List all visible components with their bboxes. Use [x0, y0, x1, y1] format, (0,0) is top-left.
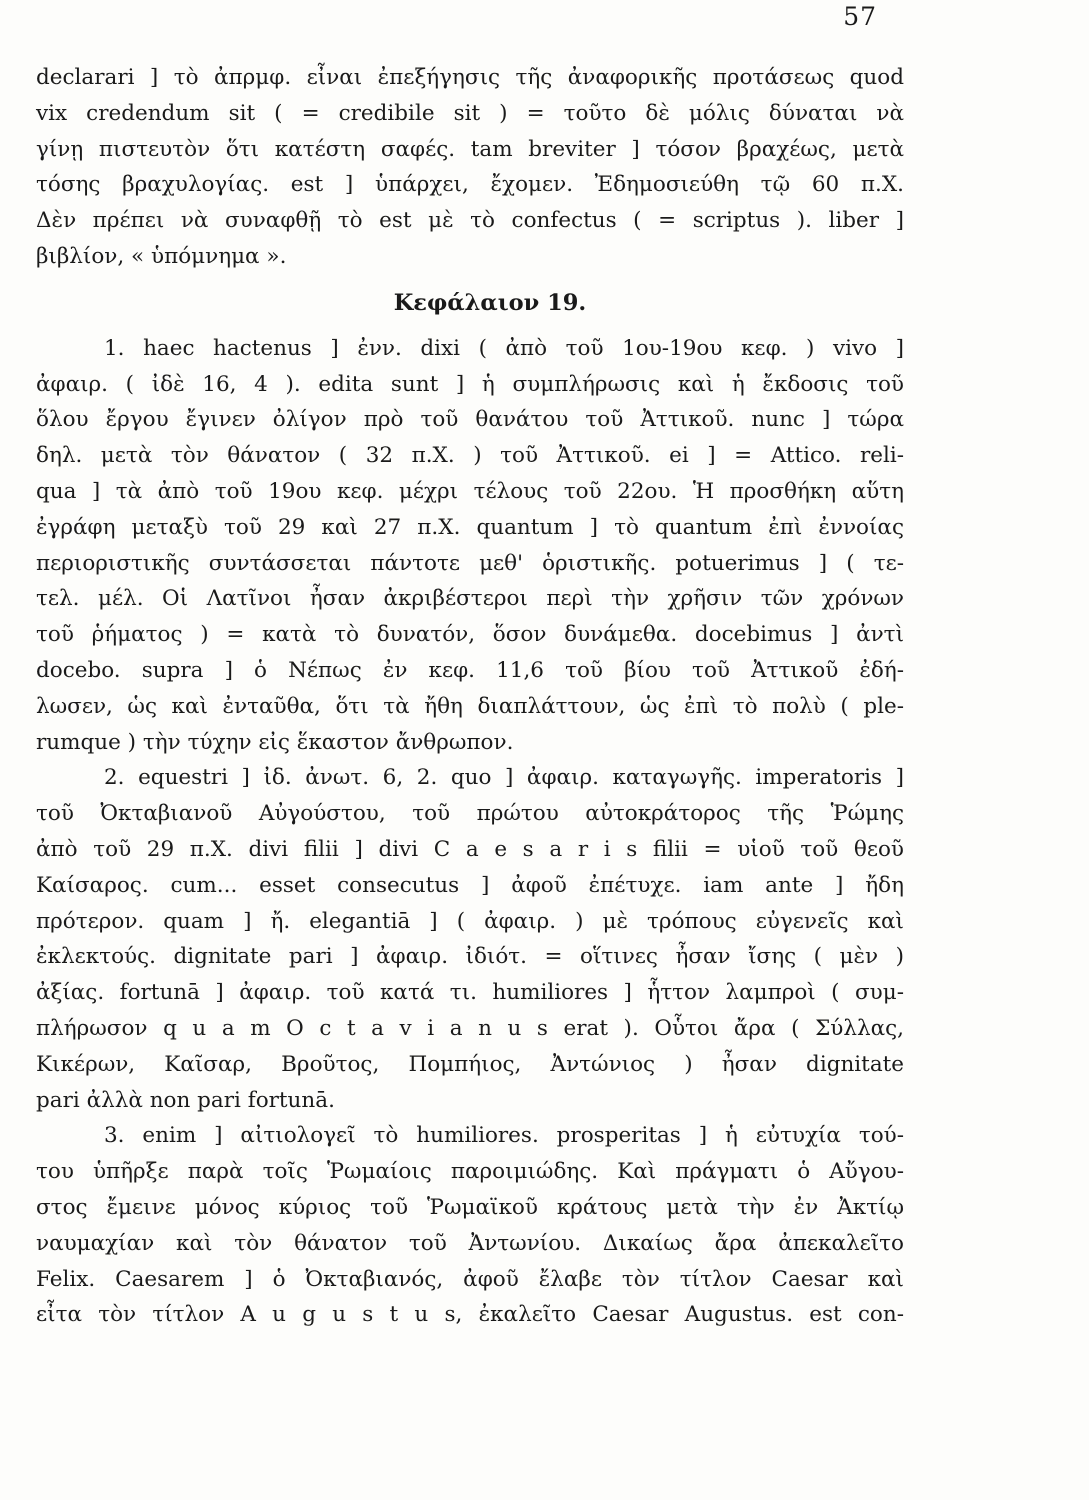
chapter-heading: Κεφάλαιον 19. [393, 289, 587, 316]
text-line: 1. haec hactenus ] ἐνν. dixi ( ἀπὸ τοῦ 1ου-19ου κεφ. ) vivo ] [104, 335, 904, 361]
text-line: Κικέρων, Καῖσαρ, Βροῦτος, Πομπήιος, Ἀντώνιος ) ἦσαν dignitate [36, 1051, 904, 1077]
text-line: declarari ] τὸ ἀπρμφ. εἶναι ἐπεξήγησις τῆς ἀναφορικῆς προτάσεως quod [36, 65, 904, 90]
section-3-paragraph [36, 1118, 904, 1333]
text-line: λωσεν, ὡς καὶ ἐνταῦθα, ὅτι τὰ ἤθη διαπλάττουν, ὡς ἐπὶ τὸ πολὺ ( ple- [36, 693, 904, 719]
text-line: τοῦ ῥήματος ) = κατὰ τὸ δυνατόν, ὅσον δυνάμεθα. docebimus ] ἀντὶ [36, 622, 904, 648]
text-line: ἀπὸ τοῦ 29 π.Χ. divi filii ] divi C a e s a r i s filii = υἱοῦ τοῦ θεοῦ [36, 836, 904, 862]
text-line: τοῦ Ὀκταβιανοῦ Αὐγούστου, τοῦ πρώτου αὐτοκράτορος τῆς Ῥώμης [36, 801, 904, 827]
text-line: γίνῃ πιστευτὸν ὅτι κατέστη σαφές. tam breviter ] τόσον βραχέως, μετὰ [36, 136, 904, 162]
text-line: 2. equestri ] ἰδ. ἀνωτ. 6, 2. quo ] ἀφαιρ. καταγωγῆς. imperatoris ] [104, 765, 904, 791]
text-line: Δὲν πρέπει νὰ συναφθῇ τὸ est μὲ τὸ confectus ( = scriptus ). liber ] [36, 208, 904, 234]
text-line: docebo. supra ] ὁ Νέπως ἐν κεφ. 11,6 τοῦ βίου τοῦ Ἀττικοῦ ἐδή- [36, 657, 904, 683]
section-2-paragraph [36, 760, 904, 1118]
text-line: Καίσαρος. cum... esset consecutus ] ἀφοῦ ἐπέτυχε. iam ante ] ἤδη [36, 872, 904, 898]
text-line: pari ἀλλὰ non pari fortunā. [36, 1087, 335, 1113]
text-line: δηλ. μετὰ τὸν θάνατον ( 32 π.Χ. ) τοῦ Ἀττικοῦ. ei ] = Attico. reli- [36, 443, 904, 469]
text-line: ἀφαιρ. ( ἰδὲ 16, 4 ). edita sunt ] ἡ συμπλήρωσις καὶ ἡ ἔκδοσις τοῦ [36, 371, 904, 397]
text-line: rumque ) τὴν τύχην εἰς ἕκαστον ἄνθρωπον. [36, 729, 514, 755]
text-line: στος ἔμεινε μόνος κύριος τοῦ Ῥωμαϊκοῦ κράτους μετὰ τὴν ἐν Ἀκτίῳ [36, 1194, 904, 1220]
text-line: ὅλου ἔργου ἔγινεν ὀλίγον πρὸ τοῦ θανάτου τοῦ Ἀττικοῦ. nunc ] τώρα [36, 407, 904, 433]
text-line: βιβλίον, « ὑπόμνημα ». [36, 243, 287, 269]
commentary-text [36, 60, 904, 1333]
section-1-paragraph [36, 331, 904, 761]
text-line: vix credendum sit ( = credibile sit ) = τοῦτο δὲ μόλις δύναται νὰ [36, 100, 904, 126]
text-line: 3. enim ] αἰτιολογεῖ τὸ humiliores. prosperitas ] ἡ εὐτυχία τού- [104, 1123, 904, 1149]
text-line: qua ] τὰ ἀπὸ τοῦ 19ου κεφ. μέχρι τέλους τοῦ 22ου. Ἡ προσθήκη αὕτη [36, 478, 904, 504]
text-line: ἐγράφη μεταξὺ τοῦ 29 καὶ 27 π.Χ. quantum ] τὸ quantum ἐπὶ ἐννοίας [36, 514, 904, 540]
text-line: τόσης βραχυλογίας. est ] ὑπάρχει, ἔχομεν. Ἐδημοσιεύθη τῷ 60 π.Χ. [36, 172, 904, 198]
text-line: ἐκλεκτούς. dignitate pari ] ἀφαιρ. ἰδιότ. = οἵτινες ἦσαν ἴσης ( μὲν ) [36, 944, 904, 970]
text-line: ἀξίας. fortunā ] ἀφαιρ. τοῦ κατά τι. humiliores ] ἧττον λαμπροὶ ( συμ- [36, 980, 904, 1006]
intro-paragraph [36, 60, 904, 275]
text-line: του ὑπῆρξε παρὰ τοῖς Ῥωμαίοις παροιμιώδης. Καὶ πράγματι ὁ Αὔγου- [36, 1159, 904, 1185]
page-number: 57 [843, 2, 877, 31]
text-line: εἶτα τὸν τίτλον A u g u s t u s, ἐκαλεῖτο Caesar Augustus. est con- [36, 1302, 904, 1328]
text-line: πρότερον. quam ] ἤ. elegantiā ] ( ἀφαιρ. ) μὲ τρόπους εὐγενεῖς καὶ [36, 908, 904, 934]
text-line: Felix. Caesarem ] ὁ Ὀκταβιανός, ἀφοῦ ἔλαβε τὸν τίτλον Caesar καὶ [36, 1266, 904, 1292]
text-line: ναυμαχίαν καὶ τὸν θάνατον τοῦ Ἀντωνίου. Δικαίως ἄρα ἀπεκαλεῖτο [36, 1230, 904, 1256]
text-line: πλήρωσον q u a m O c t a v i a n u s erat ). Οὗτοι ἄρα ( Σύλλας, [36, 1015, 904, 1041]
text-line: περιοριστικῆς συντάσσεται πάντοτε μεθ' ὁριστικῆς. potuerimus ] ( τε- [36, 550, 904, 576]
text-line: τελ. μέλ. Οἱ Λατῖνοι ἦσαν ἀκριβέστεροι περὶ τὴν χρῆσιν τῶν χρόνων [36, 586, 904, 612]
